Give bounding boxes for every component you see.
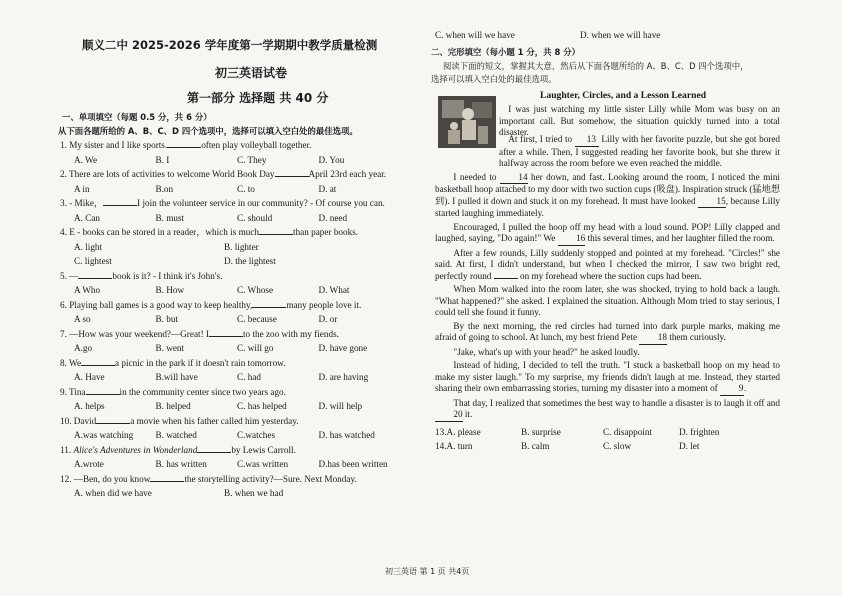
options-row — [60, 184, 400, 196]
paragraph-3: I needed to 14 her down, and fast. Looking around the room, I noticed the mini basketball hoop attached to my door with two suction cups (吸盘). Inspiration struck (猛地想到). I pulled it down and stuck it on my forehead. It must have looked 15, because Lilly started laughing immediately. — [435, 171, 781, 218]
option[interactable]: A. Have — [74, 372, 105, 382]
blank-20[interactable]: 20 — [435, 409, 463, 422]
options-row — [60, 155, 400, 167]
option[interactable]: D. frighten — [679, 426, 720, 437]
option[interactable]: B. calm — [521, 441, 550, 451]
option[interactable]: D. will help — [318, 401, 363, 411]
question-10 — [60, 416, 400, 442]
question-number: 1. — [60, 140, 67, 150]
option[interactable]: A. helps — [74, 401, 105, 411]
page-subtitle: 初三英语试卷 — [215, 66, 288, 80]
answer-blank[interactable] — [275, 176, 309, 177]
section2-instruction-2: 选择可以填入空白处的最佳选项。 — [431, 74, 557, 84]
option[interactable]: B. lighter — [224, 241, 259, 252]
paragraph-10: That day, I realized that sometimes the best way to handle a disaster is to laugh it off and 20 it. — [435, 398, 780, 422]
option[interactable]: D. need — [318, 212, 348, 223]
answer-blank[interactable] — [167, 147, 201, 148]
question-number: 12. — [60, 473, 72, 484]
paragraph-6: When Mom walked into the room later, she was shocked, trying to hold back a laugh. "What happened?" she asked. I explained the situation. Although Mom tried to stay serious, I could tell she found it funny. — [435, 284, 780, 317]
q13-options — [435, 427, 780, 439]
option[interactable]: D. let — [679, 441, 700, 451]
option[interactable]: A.was watching — [74, 430, 134, 440]
option: D. when we will have — [580, 30, 661, 40]
stem-text: There are lots of activities to welcome World Book Day — [69, 169, 275, 179]
question-12 — [60, 474, 400, 500]
paragraph-9: Instead of hiding, I decided to tell the truth. "I stuck a basketball hoop on my head to make my sister laugh." To my surprise, my friends didn't laugh at me. Instead, they started sharing their own embarrassing stories, turning my disaster into a moment of 9. — [435, 360, 780, 396]
stem-text: My sister and I like sports. — [69, 140, 168, 150]
answer-blank[interactable] — [150, 481, 184, 482]
question-stem — [60, 387, 400, 399]
question-1 — [60, 140, 400, 166]
option[interactable]: B. I — [155, 154, 170, 165]
options-row — [60, 314, 400, 326]
section1-instruction: 从下面各题所给的 A、B、C、D 四个选项中，选择可以填入空白处的最佳选项。 — [58, 126, 358, 136]
question-number: 5. — [60, 270, 67, 281]
stem-text: book is it? - I think it's John's. — [112, 270, 223, 281]
stem-text: I join the volunteer service in our community? - Of course you can. — [137, 198, 385, 208]
option[interactable]: A.wrote — [74, 459, 104, 469]
question-8 — [60, 358, 400, 384]
stem-text: many people love it. — [286, 299, 362, 310]
question-11 — [60, 445, 400, 471]
question-list — [60, 140, 400, 503]
stem-text: We — [69, 357, 82, 368]
question-stem — [60, 474, 400, 486]
answer-blank[interactable] — [197, 452, 231, 453]
answer-blank[interactable] — [81, 365, 115, 366]
blank-14[interactable]: 14 — [500, 172, 528, 185]
option[interactable]: A. Can — [74, 212, 101, 223]
option[interactable]: A Who — [74, 285, 101, 295]
option[interactable]: B. went — [155, 343, 185, 353]
option[interactable]: B. but — [155, 314, 178, 324]
option[interactable]: B.will have — [155, 372, 198, 382]
option: C. when will we have — [435, 30, 515, 40]
option[interactable]: D. at — [318, 183, 337, 194]
part-heading: 第一部分 选择题 共 40 分 — [187, 91, 329, 105]
page-footer: 初三英语 第 1 页 共4页 — [385, 567, 470, 576]
options-row — [60, 256, 400, 268]
question-stem — [60, 227, 400, 239]
stem-text: —Ben, do you know — [73, 473, 151, 484]
question-stem — [60, 358, 400, 370]
passage-body — [435, 134, 780, 453]
option[interactable]: A. when did we have — [74, 488, 152, 498]
option[interactable]: D. or — [318, 314, 338, 324]
question-number: 3. — [60, 198, 67, 208]
stem-text: Tina — [69, 386, 86, 397]
paragraph-2: At first, I tried to 13 Lilly with her favorite puzzle, but she got bored after a while. Then, I suggested reading her favorite book, but she threw it halfway across the room before we even reached the middle. — [499, 134, 781, 168]
option[interactable]: D. You — [318, 154, 345, 165]
blank-15[interactable]: 15 — [698, 196, 726, 209]
option[interactable]: B. when we had — [224, 488, 284, 498]
options-row — [60, 488, 400, 500]
options-row — [60, 459, 400, 471]
question-stem — [60, 329, 400, 341]
page-title: 顺义二中 2025-2026 学年度第一学期期中教学质量检测 — [82, 38, 378, 52]
stem-text: E - books can be stored in a reader，which is much — [69, 227, 260, 237]
question-number: 4. — [60, 227, 67, 237]
option[interactable]: C. They — [237, 154, 267, 165]
blank-17[interactable] — [494, 278, 518, 279]
answer-blank[interactable] — [96, 423, 130, 424]
option[interactable]: B. helped — [155, 401, 191, 411]
answer-blank[interactable] — [259, 234, 293, 235]
blank-13[interactable]: 13 — [575, 134, 599, 147]
question-5 — [60, 271, 400, 297]
stem-text: - Mike， — [69, 198, 104, 208]
option[interactable]: B. watched — [155, 430, 197, 440]
option[interactable]: D. has watched — [318, 430, 375, 440]
question-2 — [60, 169, 400, 195]
answer-blank[interactable] — [103, 205, 137, 206]
option[interactable]: A.go — [74, 343, 93, 353]
stem-text: than paper books. — [293, 227, 359, 237]
question-number: 6. — [60, 299, 67, 310]
paragraph-7: By the next morning, the red circles had turned into dark purple marks, making me afraid of going to school. At lunch, my best friend Pete 18 them curiously. — [435, 321, 780, 345]
question-number: 2. — [60, 169, 67, 179]
q12-options-continued — [435, 30, 662, 42]
option[interactable]: A so — [74, 314, 91, 324]
option[interactable]: B.on — [155, 183, 174, 194]
question-stem — [60, 271, 400, 283]
option[interactable]: C. has helped — [237, 401, 287, 411]
question-number: 9. — [60, 386, 67, 397]
paragraph-8: "Jake, what's up with your head?" he asked loudly. — [453, 346, 640, 357]
option[interactable]: B. must — [155, 212, 185, 223]
option[interactable]: D. are having — [318, 372, 369, 382]
option[interactable]: C.watches — [237, 430, 276, 440]
question-4 — [60, 227, 400, 268]
answer-blank[interactable] — [252, 307, 286, 308]
stem-text: — — [69, 270, 79, 281]
option[interactable]: B. How — [155, 285, 185, 295]
stem-text: by Lewis Carroll. — [231, 444, 296, 455]
stem-text: to the zoo with my fiends. — [243, 328, 339, 339]
option[interactable]: C.was written — [237, 459, 289, 469]
paragraph-5: After a few rounds, Lilly suddenly stopped and pointed at my forehead. "Circles!" she said. At first, I didn't understand, but when I checked the mirror, I saw two bright red, perfectly round on my forehead where the suction cups had been. — [435, 247, 780, 281]
option[interactable]: C. lightest — [74, 256, 112, 266]
passage-illustration — [438, 96, 496, 148]
question-number: 10. — [60, 415, 72, 426]
option[interactable]: C. to — [237, 183, 255, 194]
paragraph-4: Encouraged, I pulled the hoop off my head with a loud sound. POP! Lilly clapped and laughed, saying, "Do again!" We 16 this several times, and her laughter filled the room. — [435, 222, 780, 246]
blank-18[interactable]: 18 — [639, 332, 667, 345]
question-3 — [60, 198, 400, 224]
options-row — [60, 343, 400, 355]
question-number: 8. — [60, 357, 67, 368]
section2-instruction-1: 阅读下面的短文，掌握其大意，然后从下面各题所给的 A、B、C、D 四个选项中， — [443, 61, 749, 71]
stem-text: April 23rd each year. — [308, 169, 387, 179]
question-6 — [60, 300, 400, 326]
stem-text: in the community center since two years ago. — [119, 386, 286, 397]
passage-title: Laughter, Circles, and a Lesson Learned — [540, 90, 707, 101]
option[interactable]: C. slow — [603, 441, 632, 451]
book-title: Alice's Adventures in Wonderland — [73, 444, 198, 455]
question-stem — [60, 300, 400, 312]
stem-text: Playing ball games is a good way to keep healthy, — [69, 299, 253, 310]
question-stem — [60, 140, 400, 152]
illustration-drawing — [438, 96, 496, 148]
answer-blank[interactable] — [78, 278, 112, 279]
option[interactable]: C. because — [237, 314, 277, 324]
option[interactable]: A. light — [74, 241, 103, 252]
question-number: 11. — [60, 444, 72, 455]
option[interactable]: C. Whose — [237, 285, 274, 295]
stem-text: —How was your weekend?—Great! I — [69, 328, 209, 339]
answer-blank[interactable] — [86, 394, 120, 395]
q14-options — [435, 441, 780, 453]
option[interactable]: D.has been written — [318, 459, 388, 469]
options-row — [60, 430, 400, 442]
options-row — [60, 285, 400, 297]
option[interactable]: B. has written — [155, 459, 207, 469]
blank-16[interactable]: 16 — [558, 233, 586, 246]
question-7 — [60, 329, 400, 355]
question-stem — [60, 169, 400, 181]
option[interactable]: C. had — [237, 372, 261, 382]
options-row — [60, 372, 400, 384]
option[interactable]: A. We — [74, 154, 98, 165]
option[interactable]: B. surprise — [521, 426, 561, 437]
options-row — [60, 401, 400, 413]
option[interactable]: D. What — [318, 285, 350, 295]
option[interactable]: 13.A. please — [435, 426, 481, 437]
stem-text: David — [73, 415, 97, 426]
question-number: 7. — [60, 328, 67, 339]
question-9 — [60, 387, 400, 413]
stem-text: a movie when his father called him yesterday. — [130, 415, 299, 426]
option[interactable]: D. have gone — [318, 343, 368, 353]
question-stem — [60, 198, 400, 210]
stem-text: the storytelling activity?—Sure. Next Monday. — [184, 473, 357, 484]
option[interactable]: C. should — [237, 212, 273, 223]
stem-text: a picnic in the park if it doesn't rain tomorrow. — [115, 357, 286, 368]
paragraph-1: I was just watching my little sister Lilly while Mom was busy on an important call. But somehow, the situation quickly turned into a total disaster. — [499, 104, 780, 137]
section2-heading: 二、完形填空（每小题 1 分，共 8 分） — [431, 47, 580, 57]
option[interactable]: 14.A. turn — [435, 441, 473, 451]
stem-text: often play volleyball together. — [201, 140, 312, 150]
question-stem — [60, 416, 400, 428]
options-row — [60, 242, 400, 254]
answer-blank[interactable] — [209, 336, 243, 337]
section1-heading: 一、单项填空（每题 0.5 分，共 6 分） — [62, 112, 212, 122]
blank-19[interactable]: 9 — [720, 383, 744, 396]
option[interactable]: C. will go — [237, 343, 274, 353]
question-stem — [60, 445, 400, 457]
options-row — [60, 213, 400, 225]
option[interactable]: A in — [74, 183, 90, 194]
option[interactable]: D. the lightest — [224, 256, 276, 266]
option[interactable]: C. disappoint — [603, 426, 653, 437]
